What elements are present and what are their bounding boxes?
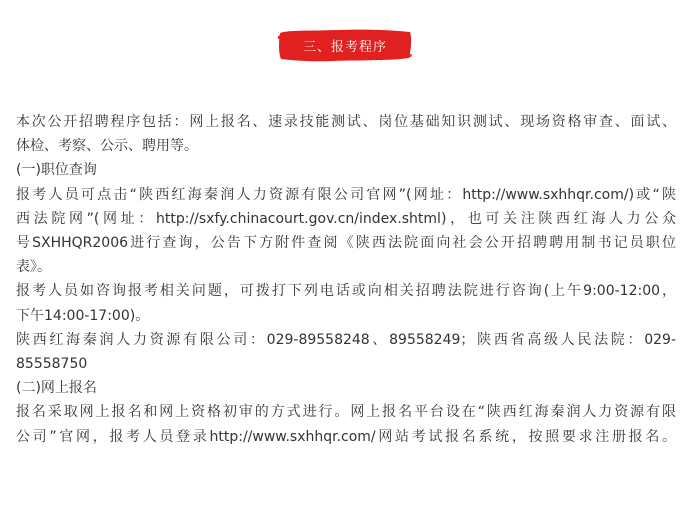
- text-line-contacts: 陕西红海秦润人力资源有限公司：029-89558248、89558249；陕西省高级人民法院：029-: [16, 331, 676, 348]
- text-line-6: 号SXHHQR2006进行查询，公告下方附件查阅《陕西法院面向社会公开招聘聘用制书记员职位: [16, 235, 676, 252]
- subheading-online-registration: (二)网上报名: [16, 380, 97, 397]
- section-title: 三、报考程序: [302, 39, 387, 55]
- text-line-4: 报考人员可点击“陕西红海秦润人力资源有限公司官网”(网址：http://www.sxhhqr.com/)或“陕: [16, 186, 676, 203]
- text-line-5: 西法院网”(网址：http://sxfy.chinacourt.gov.cn/index.shtml)，也可关注陕西红海人力公众: [16, 210, 676, 227]
- text-line-phone: 85558750: [16, 356, 88, 373]
- section-banner: [278, 28, 412, 62]
- text-line-2: 体检、考察、公示、聘用等。: [16, 138, 198, 155]
- text-line-9: 下午14:00-17:00)。: [16, 307, 150, 324]
- subheading-position-query: (一)职位查询: [16, 162, 97, 179]
- section-header: [0, 28, 690, 64]
- text-line-1: 本次公开招聘程序包括：网上报名、速录技能测试、岗位基础知识测试、现场资格审查、面试、: [16, 114, 676, 130]
- text-line-14: 公司”官网，报考人员登录http://www.sxhhqr.com/网站考试报名系统，按照要求注册报名。: [16, 428, 676, 445]
- text-line-13: 报名采取网上报名和网上资格初审的方式进行。网上报名平台设在“陕西红海秦润人力资源有限: [16, 404, 676, 421]
- text-line-8: 报考人员如咨询报考相关问题，可拨打下列电话或向相关招聘法院进行咨询(上午9:00-12:00，: [16, 283, 676, 300]
- article-body: [16, 110, 676, 449]
- text-line-7: 表》。: [16, 259, 51, 276]
